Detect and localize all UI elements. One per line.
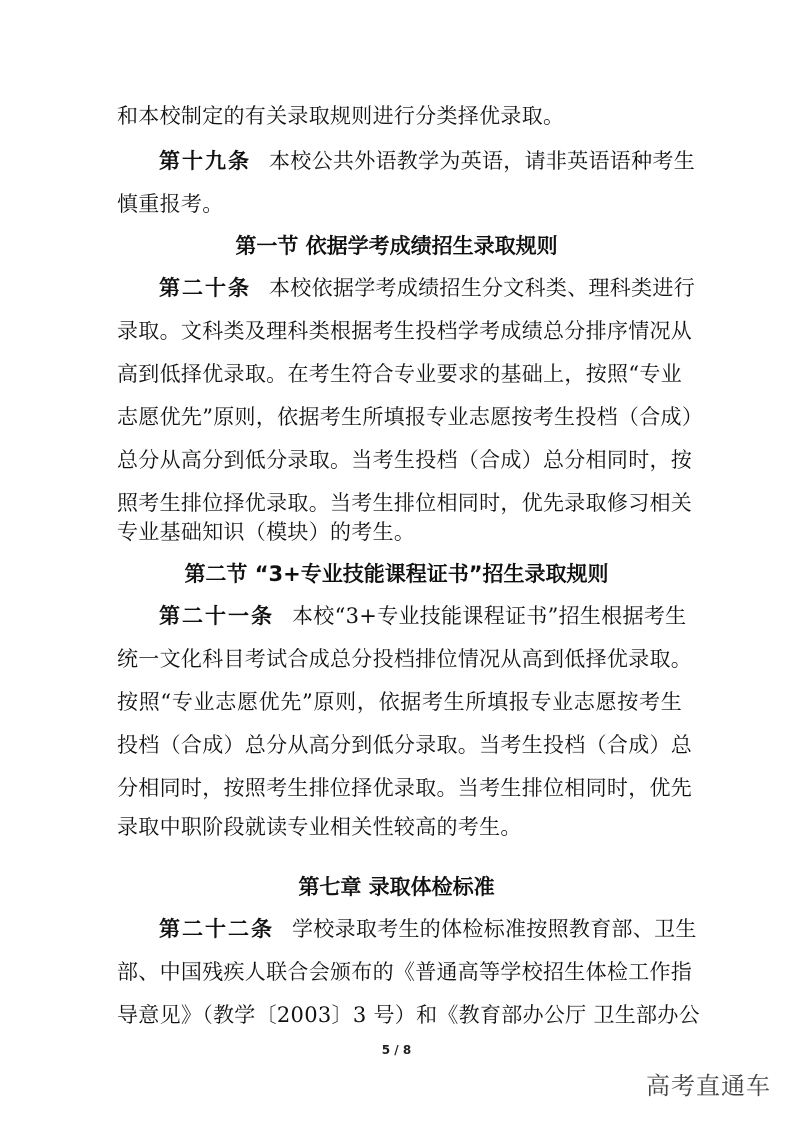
paragraph-line: 录取。文科类及理科类根据考生投档学考成绩总分排序情况从 [117, 319, 693, 343]
article-21-line: 第二十一条 本校“3+专业技能课程证书”招生根据考生 [159, 604, 687, 628]
paragraph-line: 部、中国残疾人联合会颁布的《普通高等学校招生体检工作指 [117, 960, 693, 984]
paragraph-line: 分相同时，按照考生排位择优录取。当考生排位相同时，优先 [117, 776, 693, 800]
paragraph-line: 录取中职阶段就读专业相关性较高的考生。 [117, 815, 522, 839]
section-2-title: 第二节 “3+专业技能课程证书”招生录取规则 [184, 562, 609, 586]
paragraph-line: 专业基础知识（模块）的考生。 [117, 520, 416, 544]
paragraph-line: 和本校制定的有关录取规则进行分类择优录取。 [117, 104, 565, 128]
article-22-line: 第二十二条 学校录取考生的体检标准按照教育部、卫生 [159, 917, 697, 941]
section-1-title: 第一节 依据学考成绩招生录取规则 [235, 234, 558, 258]
paragraph-line: 投档（合成）总分从高分到低分录取。当考生投档（合成）总 [117, 733, 693, 757]
article-19-line: 第十九条 本校公共外语教学为英语，请非英语语种考生 [159, 149, 695, 173]
paragraph-line: 志愿优先”原则，依据考生所填报专业志愿按考生投档（合成） [117, 405, 704, 429]
paragraph-line: 导意见》（教学〔2003〕3 号）和《教育部办公厅 卫生部办公 [117, 1003, 700, 1027]
paragraph-line: 统一文化科目考试合成总分投档排位情况从高到低择优录取。 [117, 647, 693, 671]
chapter-7-title: 第七章 录取体检标准 [298, 875, 495, 899]
paragraph-line: 慎重报考。 [117, 192, 224, 216]
article-22-label: 第二十二条 [159, 917, 274, 941]
article-20-line: 第二十条 本校依据学考成绩招生分文科类、理科类进行 [159, 276, 695, 300]
page-number: 5 / 8 [381, 1043, 412, 1057]
paragraph-line: 按照“专业志愿优先”原则，依据考生所填报专业志愿按考生 [117, 690, 682, 714]
paragraph-line: 照考生排位择优录取。当考生排位相同时，优先录取修习相关 [117, 491, 693, 515]
article-20-label: 第二十条 [159, 276, 251, 300]
watermark-text: 高考直通车 [646, 1072, 771, 1100]
paragraph-line: 总分从高分到低分录取。当考生投档（合成）总分相同时，按 [117, 448, 693, 472]
paragraph-line: 高到低择优录取。在考生符合专业要求的基础上，按照“专业 [117, 362, 682, 386]
article-21-label: 第二十一条 [159, 604, 274, 628]
article-19-label: 第十九条 [159, 149, 251, 173]
